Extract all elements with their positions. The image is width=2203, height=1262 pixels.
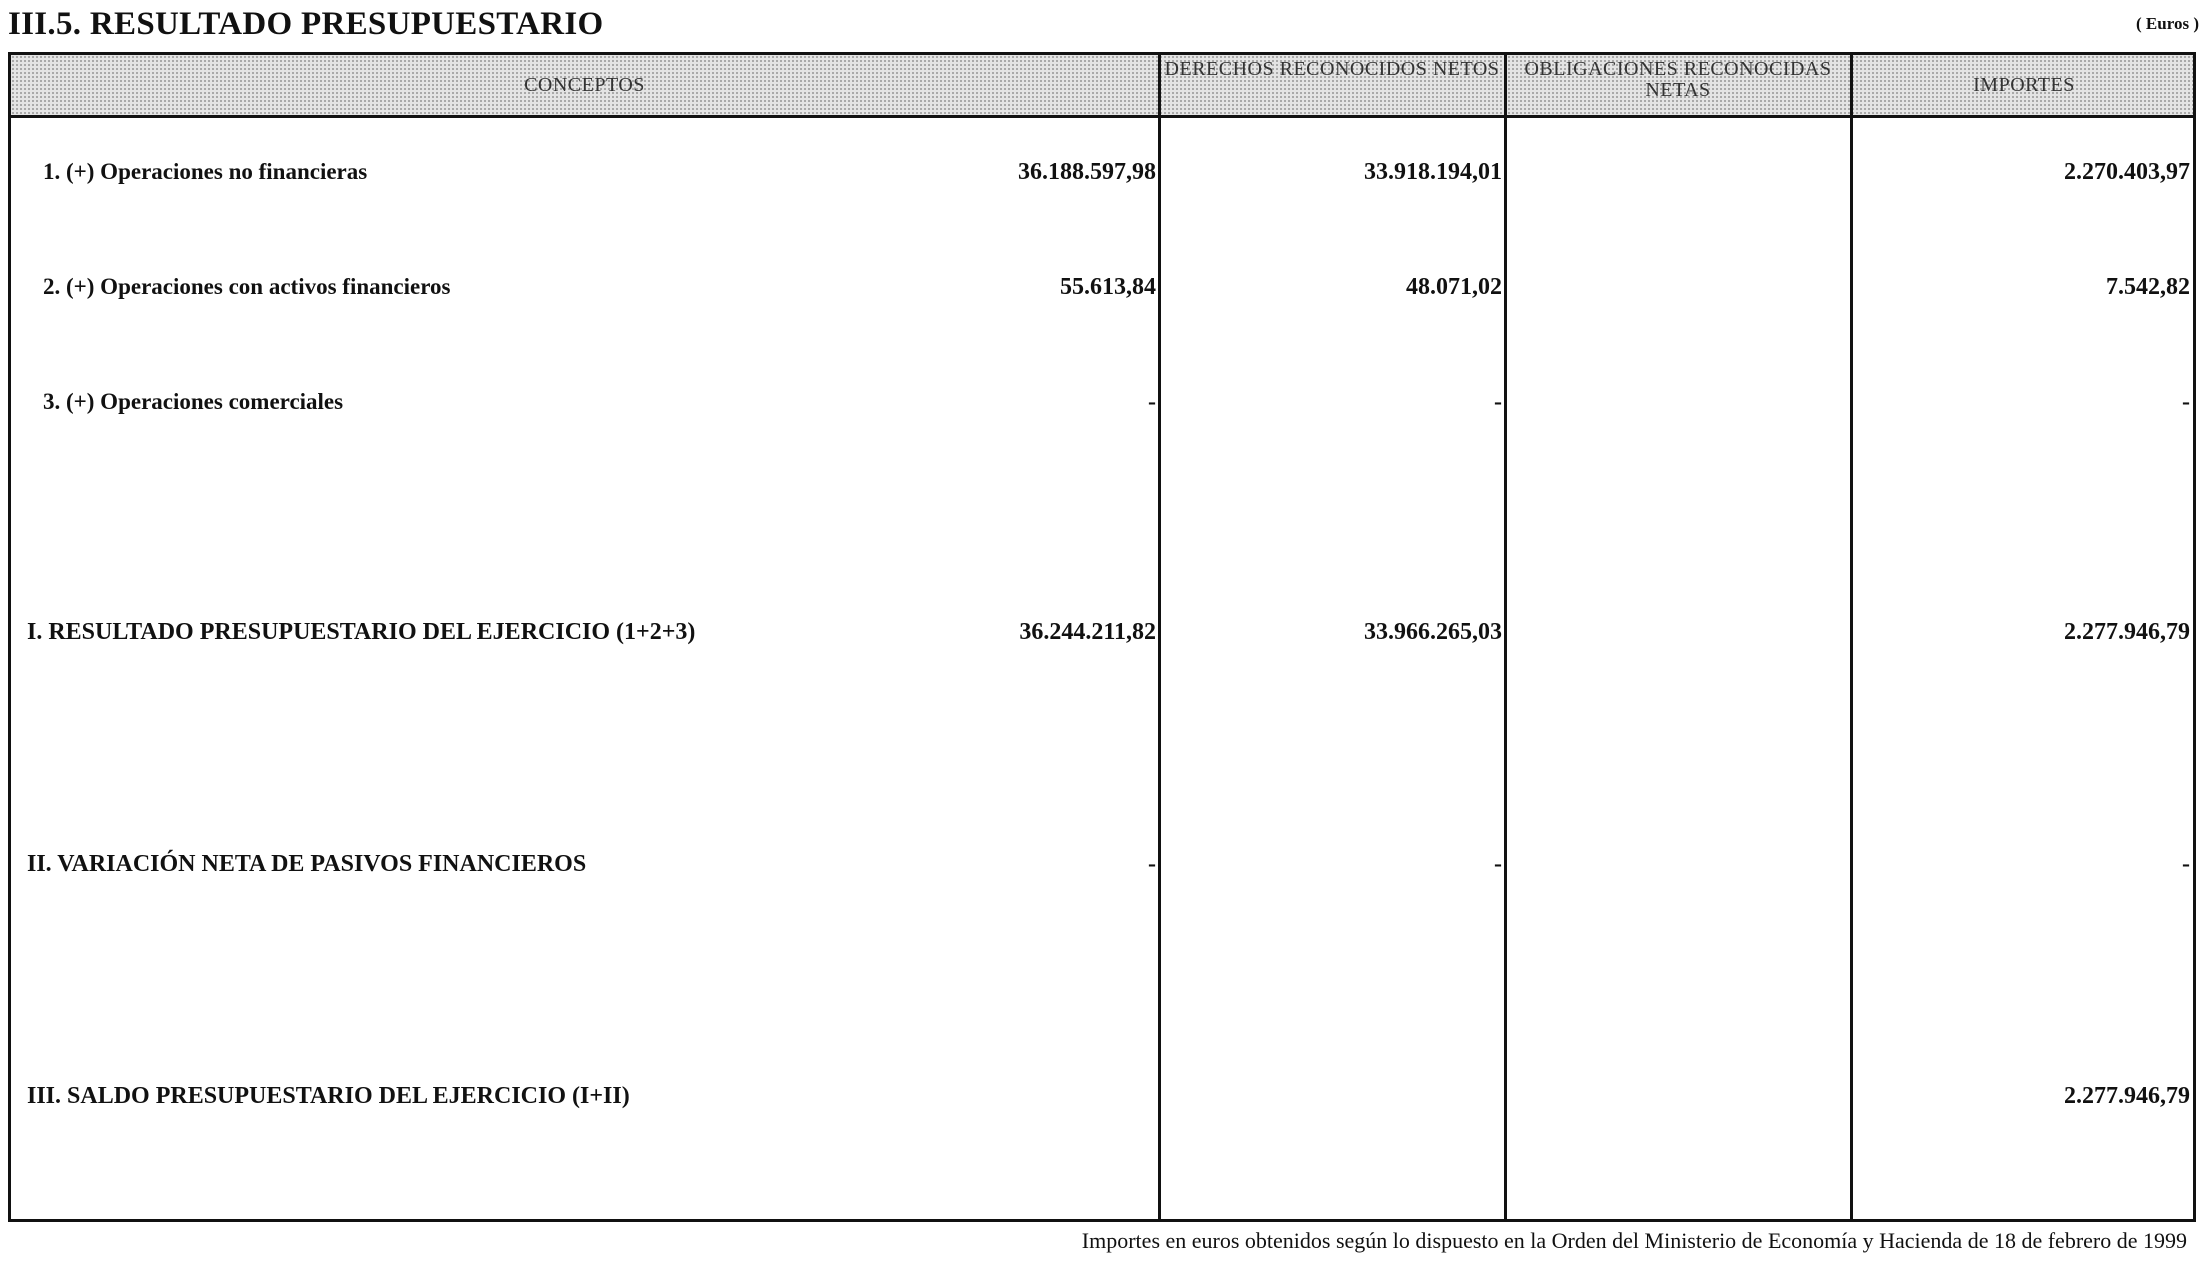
row-concept: 1. (+) Operaciones no financieras bbox=[43, 159, 368, 184]
row-concept: 2. (+) Operaciones con activos financieros bbox=[43, 274, 451, 299]
row-concept: 3. (+) Operaciones comerciales bbox=[43, 389, 344, 414]
row-importes: 2.277.946,79 bbox=[2064, 1083, 2190, 1109]
row-concept: III. SALDO PRESUPUESTARIO DEL EJERCICIO (I+II) bbox=[27, 1083, 630, 1109]
row-importes: - bbox=[2182, 389, 2190, 415]
row-obligaciones: - bbox=[1494, 389, 1502, 415]
footnote: Importes en euros obtenidos según lo dispuesto en la Orden del Ministerio de Economía y Hacienda de 18 de febrero de 1999 bbox=[1081, 1228, 2187, 1253]
row-importes: 7.542,82 bbox=[2106, 274, 2190, 300]
row-importes: 2.277.946,79 bbox=[2064, 619, 2190, 645]
column-header-conceptos: CONCEPTOS bbox=[524, 73, 645, 96]
row-obligaciones: 33.966.265,03 bbox=[1364, 619, 1502, 645]
row-derechos: - bbox=[1148, 389, 1156, 415]
column-divider bbox=[1158, 55, 1161, 1219]
column-header-importes: IMPORTES bbox=[1973, 73, 2075, 96]
row-derechos: - bbox=[1148, 851, 1156, 877]
row-importes: 2.270.403,97 bbox=[2064, 159, 2190, 185]
column-divider bbox=[1850, 55, 1853, 1219]
row-derechos: 55.613,84 bbox=[1060, 274, 1156, 300]
row-obligaciones: 48.071,02 bbox=[1406, 274, 1502, 300]
column-divider bbox=[1504, 55, 1507, 1219]
page-title: III.5. RESULTADO PRESUPUESTARIO bbox=[8, 6, 604, 42]
budget-result-table bbox=[8, 52, 2196, 1222]
units-label: ( Euros ) bbox=[2136, 14, 2199, 33]
row-obligaciones: - bbox=[1494, 851, 1502, 877]
row-derechos: 36.244.211,82 bbox=[1019, 619, 1156, 645]
row-importes: - bbox=[2182, 851, 2190, 877]
row-obligaciones: 33.918.194,01 bbox=[1364, 159, 1502, 185]
row-concept: II. VARIACIÓN NETA DE PASIVOS FINANCIEROS bbox=[27, 851, 587, 877]
row-concept: I. RESULTADO PRESUPUESTARIO DEL EJERCICIO (1+2+3) bbox=[27, 619, 696, 645]
column-header-obligaciones: OBLIGACIONES RECONOCIDAS NETAS bbox=[1524, 58, 1832, 101]
row-derechos: 36.188.597,98 bbox=[1018, 159, 1156, 185]
column-header-derechos: DERECHOS RECONOCIDOS NETOS bbox=[1164, 58, 1500, 80]
